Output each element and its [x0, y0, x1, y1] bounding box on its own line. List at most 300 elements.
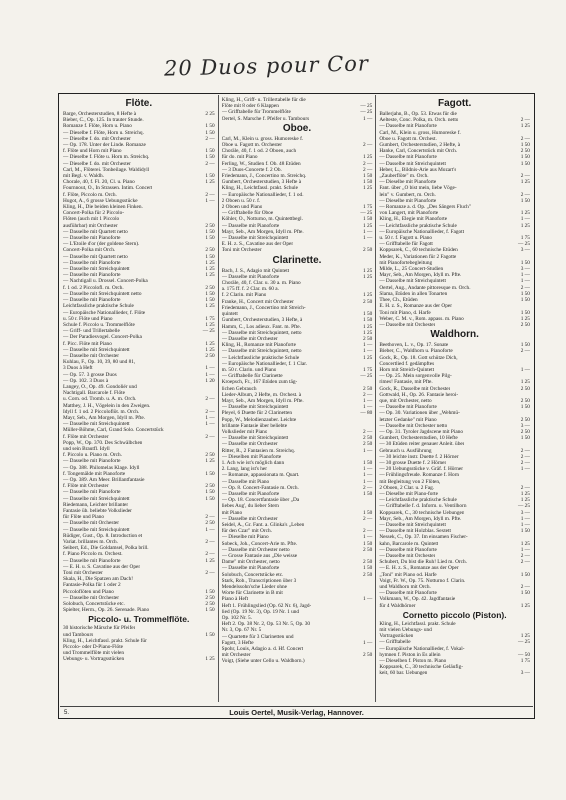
entry-title: — Op. 25. Mein sorgenvolle Pilg-	[379, 373, 452, 380]
entry-title: Nr. 3, Op. 67 Nr. 5	[221, 627, 262, 634]
entry-title: Bieber, C., Op. 125. In trauter Stunde.	[63, 117, 144, 124]
entry-title: — Dasselbe mit Pianoforte	[221, 222, 280, 229]
entry-price: 1 50	[205, 228, 215, 235]
entry-title: mit Orchester	[221, 652, 251, 659]
entry-title: „Toni" mit Piano od. Harfe	[379, 571, 437, 578]
entry-price: 1 —	[363, 472, 373, 479]
entry-title: mit Pianofortebegleitung	[379, 259, 433, 266]
entry-price: 1 —	[520, 515, 530, 522]
entry-title: — Grifftabelle für Fagott	[379, 241, 433, 248]
entry-price: 1 50	[363, 509, 373, 516]
entry-price: 2 50	[520, 148, 530, 155]
entry-title: — Dieselben f. Piston m. Piano	[379, 658, 447, 665]
entry-price: 1 50	[363, 179, 373, 186]
page-footer	[60, 706, 533, 718]
entry-title: u. Corn. od. Tromb. u. A. m. Orch.	[63, 396, 137, 403]
entry-title: Worte für Clarinette in B mit	[221, 590, 283, 597]
entry-price: 2 50	[205, 601, 215, 608]
entry-title: Oboe u. Fagott m. Orchester	[221, 142, 282, 149]
entry-price: 1 75	[363, 204, 373, 211]
entry-price: 1 25	[520, 222, 530, 229]
entry-title: — Op. 389. Am Meer. Brillantfantasie	[63, 476, 145, 483]
entry-title: Lieder-Album, 2 Hefte, m. Orchest. à	[221, 391, 302, 398]
entry-title: — Dieselbe mit Piano	[221, 534, 269, 541]
entry-price: 2 50	[363, 559, 373, 566]
entry-title: — Op. 30. Variationen über „Wehmü-	[379, 410, 460, 417]
entry-title: Toni mit Orchester	[221, 247, 262, 254]
entry-price: 2 —	[520, 553, 530, 560]
catalog-columns	[60, 95, 533, 702]
entry-title: — Dasselbe mit Streichquintett	[63, 495, 130, 502]
entry-price: 2 50	[205, 222, 215, 229]
entry-title: — Dasselbe mit Streichquintett	[63, 346, 130, 353]
entry-title: Milde, L., 25 Concert-Studien	[379, 266, 444, 273]
entry-title: kahn, Barcarole m. Quintett	[379, 540, 439, 547]
entry-title: Koppsarek, C., 30 technische Geläufig-	[379, 664, 464, 671]
entry-price: 2 —	[520, 348, 530, 355]
entry-title: Mendelssohn'sche Lieder ohne	[221, 584, 288, 591]
entry-price: 2 50	[520, 397, 530, 404]
catalog-entry	[222, 658, 373, 664]
entry-title: Mayr, Seb., Am Morgen, Idyll m. Pfte.	[221, 397, 304, 404]
entry-price: 1 50	[520, 528, 530, 535]
catalog-entry	[63, 607, 215, 613]
entry-title: — Op. 178. Unter der Linde. Romanze	[63, 142, 146, 149]
entry-price: 3 —	[520, 509, 530, 516]
entry-title: — Op. 31. Tyroler Jagdscene mit Piano	[379, 428, 463, 435]
entry-title: — Grosse Fantasie aus „Die weisse	[221, 553, 298, 560]
entry-title: Barge, Orchesterstudien, 8 Hefte à	[63, 111, 137, 117]
catalog-entry	[222, 116, 373, 122]
entry-title: Kling, H., Leichtfassl. prakt. Schule	[221, 185, 299, 192]
entry-title: Piano à Heft	[221, 596, 249, 603]
entry-title: — Dasselbe mit Streichquintett	[379, 522, 446, 528]
entry-title: Skala, H., Die Spatzen am Dach!	[63, 576, 134, 583]
entry-title: f. 1 od. 2 Piccolofl. m. Orch.	[63, 284, 124, 291]
entry-price: 2 —	[205, 433, 215, 440]
entry-title: — Romanze, appassionata m. Quart.	[221, 472, 300, 479]
entry-price: 2 50	[205, 352, 215, 359]
entry-title: — Op. 57. 3 grosse Duos	[63, 371, 117, 378]
entry-price: 1 25	[363, 267, 373, 274]
entry-title: Heber, L., Bildnis-Arie aus Mozart's	[379, 166, 457, 173]
entry-price: 2 50	[363, 652, 373, 659]
entry-title: Choräle, 40, f. 1 od. 2 Oboen, auch	[221, 148, 297, 155]
entry-title: Fagott, 3 Hefte	[221, 639, 254, 646]
entry-price: 1 25	[363, 292, 373, 299]
entry-price: 1 25	[363, 323, 373, 330]
entry-price: 1 50	[520, 259, 530, 266]
entry-title: — Dasselbe mit Streichquintett	[63, 526, 130, 533]
entry-price: 1 50	[363, 317, 373, 324]
entry-price: 2 50	[205, 520, 215, 527]
entry-title: Köhler, O., Notturno, m. Quintettbegl.	[221, 216, 303, 223]
entry-title: Voigt, (Siehe unter Cello u. Waldhorn.)	[221, 658, 305, 665]
entry-price: 1 —	[363, 466, 373, 473]
entry-title: — Dasselbe mit Pianoforte	[63, 458, 121, 465]
entry-price: — 25	[360, 109, 373, 116]
entry-price: 1 —	[520, 216, 530, 223]
entry-title: E. H. z. S., Cavatine aus der Oper	[221, 241, 294, 248]
entry-title: und sein Brautfl. Idyll	[63, 445, 110, 452]
entry-title: Bach, J. S., Adagio mit Quintett	[221, 267, 290, 274]
entry-title: — Dieselbe f. do. mit Orchester	[63, 135, 131, 142]
entry-title: Gumbert, Orchesterstudien, 2 Hefte, à	[379, 142, 461, 149]
entry-title: Carl, M., Flöterei. Tonbeilage. Waldidyll	[63, 166, 150, 173]
entry-title: Bieber, C., Waldhorn u. Pianoforte	[379, 348, 453, 355]
entry-title: f. Piccolo u. Piano m. Orch.	[63, 452, 122, 459]
entry-price: 1 25	[520, 633, 530, 640]
entry-title: — Dasselbe mit Pianoforte	[63, 235, 121, 242]
entry-title: Koppsarek, C., 30 technische Uebungen	[379, 509, 465, 516]
entry-price: — 25	[202, 328, 215, 335]
entry-price: 1 50	[363, 540, 373, 547]
entry-price: 1 25	[205, 303, 215, 310]
entry-title: a. 175 ff. f. 2 Clar. m. 60 a.	[221, 286, 279, 293]
entry-title: f. Picc. Flöte mit Piano	[63, 340, 112, 347]
entry-title: Oertel, S. Marsche f. Pfeifer u. Tambours	[221, 115, 310, 122]
entry-price: 1 75	[363, 366, 373, 373]
entry-price: 1 —	[363, 596, 373, 603]
entry-title: — 20 Uebungsstücke v. Gräf. f. Hörner	[379, 466, 463, 473]
entry-price: 2 50	[363, 435, 373, 442]
entry-price	[370, 658, 372, 664]
entry-price: 1 25	[363, 185, 373, 192]
entry-price: 1 —	[363, 342, 373, 349]
entry-title: — Dieselbe f. do. mit Orchester	[63, 160, 131, 167]
entry-price: 1 50	[205, 607, 215, 614]
entry-title: 2. Lang, lang ist's her	[221, 466, 268, 473]
entry-price: 2 —	[520, 559, 530, 566]
entry-price: 1 —	[520, 366, 530, 373]
entry-title: Gumbert, Orchesterstudien, 3 Hefte, à	[221, 317, 303, 324]
publisher-imprint: Louis Oertel, Musik-Verlag, Hannover.	[229, 708, 364, 717]
entry-price: 1 —	[205, 197, 215, 204]
entry-title: Concert-Polka für 2 Piccolo-	[63, 210, 125, 217]
entry-price: — 25	[518, 241, 530, 248]
catalog-column	[218, 95, 376, 702]
entry-price: 1 50	[363, 565, 373, 572]
entry-title: Concert-Polka mit Orch.	[63, 247, 116, 254]
entry-title: Meder, K., Variationen für 2 Fagotte	[379, 253, 457, 260]
entry-title: — Dasselbe mit Piano	[221, 478, 270, 485]
entry-title: 30 historische Märsche für Pfeifer	[63, 625, 136, 632]
entry-title: f. Flöte und Horn mit Piano	[63, 148, 122, 155]
entry-title: Kling, H., Die beiden kleinen Finken.	[63, 204, 143, 211]
entry-title: und Tambours	[63, 631, 94, 638]
entry-title: Fantasie üb. beliebte Volkslieder	[63, 508, 132, 514]
entry-price: 1 —	[520, 546, 530, 553]
entry-title: Matthey, J. H., Vögelein in den Zweigen.	[63, 402, 151, 409]
entry-title: brillante Fantasie über beliebte	[221, 422, 288, 429]
entry-title: Vortragsstücken	[379, 633, 414, 640]
entry-title: — Dasselbe mit Orchester	[63, 594, 120, 601]
entry-title: — Dasselbe mit Streichquintett, netto	[221, 329, 302, 336]
entry-title: Mayr, Seb., Am Morgen, Idyll m. Pfte.	[379, 272, 462, 279]
entry-title: — Dasselbe mit Pianoforte	[63, 259, 121, 266]
entry-title: Kroepsch, Fr., 167 Etüden zum täg-	[221, 379, 298, 386]
entry-title: f. Flöte, Piccolo m. Orch.	[63, 191, 117, 198]
entry-price: 2 50	[520, 321, 530, 328]
entry-title: — Leichtfassliche praktische Schule	[379, 497, 457, 504]
entry-price: 1 25	[205, 259, 215, 266]
entry-title: Nachtigall. Barcarole f. Flöte	[63, 390, 125, 397]
entry-title: — Europäische Nationallieder, f. Fagott	[379, 228, 465, 235]
entry-title: — E. H. u. S. Cavatine aus der Oper	[63, 563, 141, 570]
entry-title: — Der Paradiesvogel. Concert-Polka	[63, 334, 142, 341]
entry-title: — Dasselbe mit Streichquintett	[221, 235, 289, 242]
entry-title: — Dasselbe mit Pianoforte	[379, 404, 437, 411]
section-heading: Oboe.	[282, 122, 312, 134]
entry-title: Koppsarek, C., 60 technische Etüden	[379, 247, 458, 254]
entry-title: mit Begl. v. Waldh.	[63, 173, 104, 180]
entry-title: für do. mit Piano	[221, 154, 258, 161]
entry-price: 1 75	[520, 658, 530, 665]
entry-title: Franke, H., Concert mit Orchester	[221, 298, 294, 305]
entry-title: Aelteste, Conc. Polka, m. Orch. netto	[379, 117, 459, 124]
entry-title: Kling, H., Griff- u. Trillertabelle für die	[221, 97, 306, 103]
entry-title: keit, 60 bar. Uebungen	[379, 670, 428, 677]
entry-price: 2 —	[363, 166, 373, 173]
entry-price: 1 25	[520, 490, 530, 497]
entry-title: — Grifftabelle für Trommelflöte	[221, 109, 291, 116]
entry-title: lichen Gebrauch	[221, 385, 257, 392]
entry-price: 1 25	[205, 346, 215, 353]
entry-title: Volkslieder mit Piano	[221, 428, 268, 435]
entry-title: Oboe u. Fagott m. Orchest.	[379, 135, 437, 142]
entry-title: f. Flöte mit Orchester	[63, 433, 109, 440]
entry-title: — Dasselbe mit Streichquintett	[63, 421, 130, 428]
entry-price: 1 25	[205, 321, 215, 328]
entry-title: — Dieselbe f. Flöte u. Horn m. Streichq.	[63, 154, 150, 161]
entry-title: Toni mit Orchester	[63, 570, 103, 577]
entry-price: 1 75	[205, 315, 215, 322]
entry-title: Stark, Rob., Transcriptionen über 3	[221, 577, 297, 584]
entry-price: 2 50	[363, 385, 373, 392]
entry-price: 1 50	[205, 123, 215, 130]
entry-title: — 30 leichte instr. Duette f. 2 Hörner	[379, 453, 459, 460]
entry-price: 3 —	[520, 670, 530, 677]
entry-price: 2 —	[520, 484, 530, 491]
entry-title: Heft 1. Frühlingslied (Op. 62 Nr. 6), Jagd-	[221, 602, 312, 609]
entry-title: 2 Oboen, 2 Clar. u. 2 Fag.	[379, 484, 435, 491]
entry-title: Hanke, Carl, Concertstück mit Orch.	[379, 148, 458, 155]
entry-title: mit vielen Uebungs- und	[379, 627, 432, 634]
entry-title: — Dasselbe mit Orchester	[221, 441, 278, 448]
entry-title: — Grifftabelle f. d. Inform. u. Ventilhorn	[379, 503, 467, 510]
entry-price: 2 —	[520, 459, 530, 466]
entry-price: 1 50	[520, 571, 530, 578]
entry-price: 1 50	[205, 253, 215, 260]
entry-title: — Dasselbe mit Quartett netto	[63, 228, 128, 235]
entry-title: — Dasselbe mit Streichquintett	[63, 266, 130, 273]
entry-price: 1 50	[520, 154, 530, 161]
entry-title: — Dasselbe mit Holzblas. Sextett	[379, 528, 451, 535]
entry-title: — Dasselbe mit Orchester	[221, 335, 278, 342]
entry-title: — Nachtigall u. Drossel. Concert-Polka	[63, 278, 148, 285]
entry-title: Riedemann, Leichter brillanter	[63, 501, 129, 508]
entry-title: Gottwald, H., Op. 26. Fantasie heroi-	[379, 391, 459, 398]
entry-price: 1 —	[363, 235, 373, 242]
entry-title: u. 50 r. f. Fagott u. Piano	[379, 235, 432, 242]
entry-price: 2 —	[205, 539, 215, 546]
entry-price: 2 —	[205, 514, 215, 521]
entry-price: 1 —	[205, 365, 215, 372]
entry-title: lein" v. Gumbert, m. Orch.	[379, 191, 436, 198]
entry-title: Flöte mit 8 oder 6 Klappen	[221, 103, 279, 110]
entry-title: Gock, R., Dasselbe mit Orchester	[379, 385, 451, 392]
entry-title: Schule f. Piccolo u. Trommelflöte	[63, 321, 135, 328]
entry-price: 1 25	[363, 154, 373, 161]
entry-price: 2 50	[363, 571, 373, 578]
entry-price: 1 50	[363, 216, 373, 223]
entry-title: f. Flöte mit Orchester	[63, 483, 109, 490]
entry-price: 2 —	[520, 173, 530, 180]
entry-title: — Dasselbe mit Pianoforte	[63, 489, 121, 496]
entry-title: für den Czar" mit Orch.	[221, 528, 272, 535]
entry-title: — Europäische Nationallieder, f. Vokal-	[379, 645, 465, 652]
entry-price: 2 —	[363, 484, 373, 491]
entry-price: 2 —	[520, 191, 530, 198]
entry-title: — Dasselbe mit Pianoforte	[221, 490, 280, 497]
entry-price: 1 50	[205, 173, 215, 180]
entry-price: 1 25	[520, 540, 530, 547]
catalog-entry	[379, 322, 530, 328]
entry-price: 1 50	[205, 154, 215, 161]
entry-title: f. Piano Piccolo m. Orchest.	[63, 551, 123, 558]
entry-title: letzter Gedanke" mit Piano	[379, 416, 437, 423]
entry-title: Ballerjahn, B., Op. 53. Etwas für die	[379, 111, 457, 117]
entry-title: Mayr, Seb., Am Morgen, Idyll m. Pfte.	[379, 515, 462, 522]
entry-price: 1 50	[205, 489, 215, 496]
entry-price: 2 —	[520, 117, 530, 124]
entry-title: — Dasselbe mit Pianoforte	[379, 590, 437, 597]
entry-title: f. 2 Clarin. mit Piano	[221, 292, 267, 299]
entry-title: — Dasselbe mit Orchester	[63, 520, 120, 527]
entry-price: 1 50	[520, 404, 530, 411]
entry-title: — Grifftabelle für Clarinette	[221, 373, 283, 380]
entry-title: Idyll f. 1 od. 2 Piccoloflöt. m. Orch.	[63, 408, 140, 415]
entry-title: — Op. 102. 3 Duos à	[63, 377, 109, 384]
page-number: 5.	[64, 710, 70, 716]
entry-price: 1 25	[520, 179, 530, 186]
entry-title: — Dasselbe mit Pianoforte	[379, 546, 437, 553]
entry-price: 1 —	[363, 228, 373, 235]
entry-price: — 25	[518, 639, 530, 646]
entry-title: Gumbert, Orchesterstudien, 3 Hefte à	[221, 179, 302, 186]
entry-price: — 25	[518, 503, 530, 510]
entry-title: Spohr, Louis, Adagio a. d. Hf. Concert	[221, 646, 304, 653]
entry-price: 2 —	[363, 428, 373, 435]
entry-price: 1 50	[363, 311, 373, 318]
entry-price: 2 —	[205, 160, 215, 167]
entry-title: Weber, C. M. v., Rom. appass. m. Piano	[379, 315, 464, 322]
entry-title: Carl, M., Klein u. gross. Humoreske f.	[221, 135, 304, 142]
entry-price: 1 25	[205, 458, 215, 465]
catalog-entry	[222, 247, 373, 253]
entry-title: — Dasselbe mit Streichquintett	[221, 435, 289, 442]
entry-price: 1 —	[363, 447, 373, 454]
entry-price: 1 —	[363, 115, 373, 122]
entry-price: 2 50	[205, 452, 215, 459]
entry-price: 2 —	[520, 453, 530, 460]
entry-price: 1 25	[205, 266, 215, 273]
entry-title: Müller-Böhme, Carl, Grand Solo. Concertstück	[63, 427, 164, 434]
entry-title: Fournnout, O., In Strassen. Intim. Concert	[63, 185, 153, 192]
entry-title: Volkmann, W., Op. 42. Jagdfantasie	[379, 596, 456, 603]
entry-price: 1 25	[205, 340, 215, 347]
entry-title: Langey, O., Op. 49. Gondoliér und	[63, 383, 137, 390]
entry-title: — E. H. z. S., Romanze aus der Oper	[379, 565, 459, 572]
entry-price: 1 25	[205, 272, 215, 279]
entry-title: Toni mit Piano, d. Harfe	[379, 309, 431, 316]
entry-price: 1 50	[205, 290, 215, 297]
entry-title: — Dieselbe f. Flöte, Horn u. Streichq.	[63, 129, 144, 136]
entry-price: 2 50	[520, 428, 530, 435]
entry-price: 1 —	[520, 272, 530, 279]
catalog-column	[375, 95, 533, 702]
entry-title: Beethoven, L. v., Op. 17. Sonate	[379, 342, 449, 349]
entry-price: 1 —	[205, 526, 215, 533]
entry-price: 1 25	[205, 179, 215, 186]
entry-price: 2 50	[363, 298, 373, 305]
entry-title: — Europäische Nationallieder, f. 1 Clar.	[221, 360, 308, 367]
entry-price: 2 50	[520, 385, 530, 392]
entry-price: 2 50	[205, 483, 215, 490]
entry-price: 1 25	[363, 222, 373, 229]
entry-title: von Langert, mit Pianoforte	[379, 210, 439, 217]
entry-price: 1 —	[205, 421, 215, 428]
entry-title: Oertel, Aug., Andante pittoresque m. Orch.	[379, 284, 471, 291]
entry-price: 2 —	[363, 528, 373, 535]
entry-title: Pleyel, 6 Duette für 2 Clarinetten	[221, 410, 292, 417]
entry-title: Gumbert, Orchesterstudien, 10 Hefte	[379, 435, 458, 442]
entry-price: 1 25	[520, 379, 530, 386]
entry-title: — Dasselbe mit Streichquintett netto	[63, 290, 142, 297]
entry-title: — L'Etoile d'or (der goldene Stern).	[63, 241, 140, 248]
section-heading: Piccolo- u. Trommelflöte.	[88, 614, 190, 625]
entry-price: 2 —	[205, 191, 215, 198]
entry-price: 2 50	[363, 546, 373, 553]
entry-title: Hamm, C., Los adieux. Fant. m. Pfte.	[221, 323, 301, 330]
entry-price: — 25	[360, 210, 373, 217]
entry-title: Seibert, Ed., Die Goldamsel, Polka brill.	[63, 545, 149, 552]
entry-price: 1 25	[363, 329, 373, 336]
entry-title: Solobuch, Concertstücke etc.	[63, 601, 125, 608]
entry-title: — Dasselbe mit Pianoforte	[63, 272, 121, 279]
entry-price: 2 50	[205, 284, 215, 291]
entry-title: Ferling, W., Studien f. Ob. 48 Etüden	[221, 160, 301, 167]
entry-title: Uebungs- u. Vortragsstücken	[63, 656, 125, 663]
entry-title: Flöten (auch mit 1 Piccolo	[63, 216, 120, 223]
entry-title: Mayr, Seb., Am Morgen, Idyll m. Pfte.	[221, 228, 304, 235]
entry-price: 1 50	[205, 297, 215, 304]
entry-title: — 3 Duos-Concerte f. 2 Ob.	[221, 166, 282, 173]
entry-title: ausführbar) mit Orchester	[63, 222, 118, 229]
entry-title: — Dasselbe mit Pianoforte	[221, 565, 280, 572]
entry-price: 1 —	[363, 478, 373, 485]
entry-price: 2 50	[520, 416, 530, 423]
entry-price: 1 50	[205, 148, 215, 155]
entry-title: — Dasselbe mit Orchester	[379, 553, 436, 560]
catalog-entry	[379, 670, 530, 676]
entry-title: — Dasselbe mit Orchester	[221, 515, 278, 522]
entry-price: 1 —	[363, 397, 373, 404]
entry-title: quintett	[221, 311, 238, 318]
entry-price: 2 —	[205, 570, 215, 577]
entry-price: 1 50	[363, 490, 373, 497]
entry-title: Kling, H., Elegie mit Pianoforte	[379, 216, 448, 223]
